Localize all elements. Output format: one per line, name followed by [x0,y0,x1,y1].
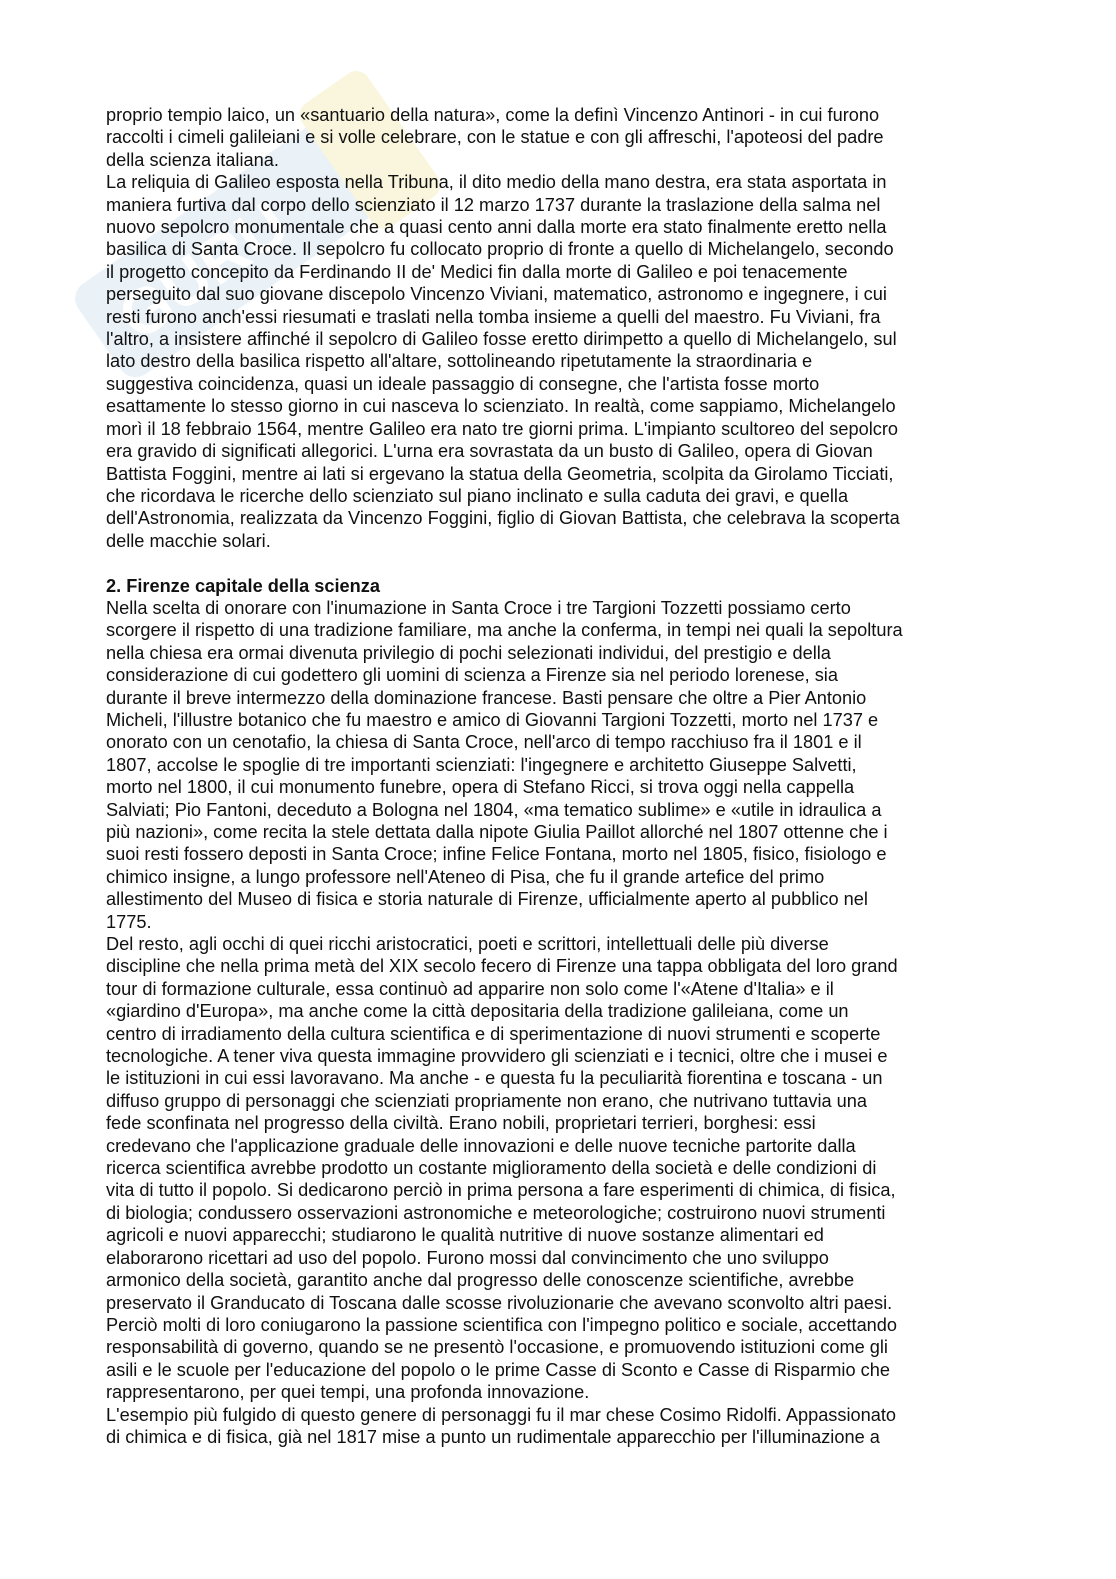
paragraph-gap [106,552,1006,574]
paragraph: L'esempio più fulgido di questo genere di personaggi fu il mar chese Cosimo Ridolfi. Appassionato di chimica e di fisica, già nel 1817 mise a punto un rudimentale apparecchio per l'illuminazione a [106,1404,897,1447]
svg-text:GURU: GURU [105,186,301,354]
section-heading: 2. Firenze capitale della scienza [106,575,380,596]
paragraph: proprio tempio laico, un «santuario della natura», come la definì Vincenzo Antinori - in cui furono raccolti i cimeli galileiani e si volle celebrare, con le statue e con gli affreschi, l'apoteosi del padre della scienza italiana. [106,105,884,170]
document-page [106,104,1006,1448]
paragraph: La reliquia di Galileo esposta nella Tribuna, il dito medio della mano destra, era stata asportata in maniera furtiva dal corpo dello scienziato il 12 marzo 1737 durante la traslazione della salma nel nuovo sepolcro monumentale che a quasi cento anni dalla morte era stato finalmente eretto nella basilica di Santa Croce. Il sepolcro fu collocato proprio di fronte a quello di Michelangelo, secondo il progetto concepito da Ferdinando II de' Medici fin dalla morte di Galileo e poi tenacemente perseguito dal suo giovane discepolo Vincenzo Viviani, matematico, astronomo e ingegnere, i cui resti furono anch'essi riesumati e traslati nella tomba insieme a quelli del maestro. Fu Viviani, fra l'altro, a insistere affinché il sepolcro di Galileo fosse eretto dirimpetto a quello di Michelangelo, sul lato destro della basilica rispetto all'altare, sottolineando ripetutamente la straordinaria e suggestiva coincidenza, quasi un ideale passaggio di consegne, che l'artista fosse morto esattamente lo stesso giorno in cui nasceva lo scienziato. In realtà, come sappiamo, Michelangelo morì il 18 febbraio 1564, mentre Galileo era nato tre giorni prima. L'impianto scultoreo del sepolcro era gravido di significati allegorici. L'urna era sovrastata da un busto di Galileo, opera di Giovan Battista Foggini, mentre ai lati si ergevano la statua della Geometria, scolpita da Girolamo Ticciati, che ricordava le ricerche dello scienziato sul piano inclinato e sulla caduta dei gravi, e quella dell'Astronomia, realizzata da Vincenzo Foggini, figlio di Giovan Battista, che celebrava la scoperta delle macchie solari. [106,172,900,551]
paragraph: Del resto, agli occhi di quei ricchi aristocratici, poeti e scrittori, intellettuali delle più diverse discipline che nella prima metà del XIX secolo fecero di Firenze una tappa obbligata del loro grand tour di formazione culturale, essa continuò ad apparire non solo come l'«Atene d'Italia» e il «giardino d'Europa», ma anche come la città depositaria della tradizione galileiana, come un centro di irradiamento della cultura scientifica e di sperimentazione di nuovi strumenti e scoperte tecnologiche. A tener viva questa immagine provvidero gli scienziati e i tecnici, oltre che i musei e le istituzioni in cui essi lavoravano. Ma anche - e questa fu la peculiarità fiorentina e toscana - un diffuso gruppo di personaggi che scienziati propriamente non erano, che nutrivano tuttavia una fede sconfinata nel progresso della civiltà. Erano nobili, proprietari terrieri, borghesi: essi credevano che l'applicazione graduale delle innovazioni e delle nuove tecniche partorite dalla ricerca scientifica avrebbe prodotto un costante miglioramento della società e delle condizioni di vita di tutto il popolo. Si dedicarono perciò in prima persona a fare esperimenti di chimica, di fisica, di biologia; condussero osservazioni astronomiche e meteorologiche; costruirono nuovi strumenti agricoli e nuovi apparecchi; studiarono le qualità nutritive di nuove sostanze alimentari ed elaborarono ricettari ad uso del popolo. Furono mossi dal convincimento che uno sviluppo armonico della società, garantito anche dal progresso delle conoscenze scientifiche, avrebbe preservato il Granducato di Toscana dalle scosse rivoluzionarie che avevano sconvolto altri paesi. Perciò molti di loro coniugarono la passione scientifica con l'impegno politico e sociale, accettando responsabilità di governo, quando se ne presentò l'occasione, e promuovendo istituzioni come gli asili e le scuole per l'educazione del popolo o le prime Casse di Sconto e Casse di Risparmio che rappresentarono, per quei tempi, una profonda innovazione. [106,934,898,1403]
paragraph: Nella scelta di onorare con l'inumazione in Santa Croce i tre Targioni Tozzetti possiamo certo scorgere il rispetto di una tradizione familiare, ma anche la conferma, in tempi nei quali la sepoltura nella chiesa era ormai divenuta privilegio di pochi selezionati individui, del prestigio e della considerazione di cui godettero gli uomini di scienza a Firenze sia nel periodo lorenese, sia durante il breve intermezzo della dominazione francese. Basti pensare che oltre a Pier Antonio Micheli, l'illustre botanico che fu maestro e amico di Giovanni Targioni Tozzetti, morto nel 1737 e onorato con un cenotafio, la chiesa di Santa Croce, nell'arco di tempo racchiuso fra il 1801 e il 1807, accolse le spoglie di tre importanti scienziati: l'ingegnere e architetto Giuseppe Salvetti, morto nel 1800, il cui monumento funebre, opera di Stefano Ricci, si trova oggi nella cappella Salviati; Pio Fantoni, deceduto a Bologna nel 1804, «ma tematico sublime» e «utile in idraulica a più nazioni», come recita la stele dettata dalla nipote Giulia Paillot allorché nel 1807 ottenne che i suoi resti fossero deposti in Santa Croce; infine Felice Fontana, morto nel 1805, fisico, fisiologo e chimico insigne, a lungo professore nell'Ateneo di Pisa, che fu il grande artefice del primo allestimento del Museo di fisica e storia naturale di Firenze, ufficialmente aperto al pubblico nel 1775. [106,597,903,932]
